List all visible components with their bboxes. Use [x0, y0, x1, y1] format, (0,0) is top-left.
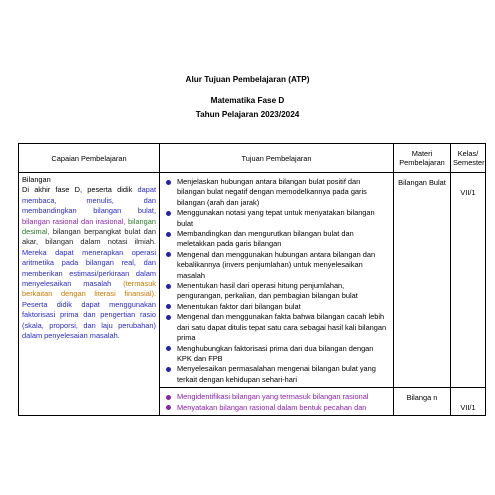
kelas-cell: VII/1: [451, 388, 486, 416]
capaian-pembelajaran-cell: [19, 173, 160, 416]
cp-text-2: dapat membaca, menulis, dan membandingkan bilangan bulat,: [22, 185, 156, 216]
list-item: Mengenal dan menggunakan fakta bahwa bilangan cacah lebih dari satu dapat ditulis tepat satu cara sebagai hasil kali bilangan prima: [177, 312, 390, 343]
tujuan-pembelajaran-cell: [160, 388, 394, 416]
list-item: Menggunakan notasi yang tepat untuk menyatakan bilangan bulat: [177, 208, 390, 229]
cp-text-6: Mereka dapat menerapkan operasi aritmetika pada bilangan real, dan memberikan estimasi/perkiraan dalam menyelesaikan masalah: [22, 247, 156, 289]
list-item: Mengenal dan menggunakan hubungan antara bilangan dan kebalikannya (invers penjumlahan) untuk menyelesaikan masalah: [177, 250, 390, 281]
header-materi-line2: Pembelajaran: [399, 158, 445, 167]
header-materi-line1: Materi: [411, 149, 433, 158]
list-item: Menjelaskan hubungan antara bilangan bulat positif dan bilangan bulat negatif dengan memodelkannya pada garis bilangan (arah dan jarak): [177, 177, 390, 208]
cp-text-7: (termasuk berkaitan dengan literasi finansial).: [22, 279, 156, 299]
cp-text-1: Di akhir fase D, peserta didik: [22, 185, 138, 195]
header-tujuan-pembelajaran: Tujuan Pembelajaran: [160, 144, 394, 173]
header-kelas-semester: [451, 144, 486, 173]
tujuan-pembelajaran-cell: [160, 173, 394, 388]
list-item: Membandingkan dan mengurutkan bilangan bulat dan meletakkan pada garis bilangan: [177, 229, 390, 250]
list-item: Mengidentifikasi bilangan yang termasuk bilangan rasional: [177, 392, 390, 402]
header-materi-pembelajaran: [394, 144, 451, 173]
document-subject: Matematika Fase D: [210, 96, 285, 105]
header-capaian-pembelajaran: Capaian Pembelajaran: [19, 144, 160, 173]
list-item: Menentukan hasil dari operasi hitung penjumlahan, pengurangan, perkalian, dan pembagian bilangan bulat: [177, 281, 390, 302]
document-year: Tahun Pelajaran 2023/2024: [195, 110, 300, 119]
cp-heading: Bilangan: [22, 175, 51, 184]
list-item: Menyelesaikan permasalahan mengenai bilangan bulat yang terkait dengan kehidupan sehari-hari: [177, 364, 390, 385]
kelas-cell: VII/1: [451, 173, 486, 388]
tp-list: [163, 177, 390, 385]
list-item: Menentukan faktor dari bilangan bulat: [177, 302, 390, 312]
header-kelas-line2: Semester: [453, 158, 485, 167]
list-item: Menyatakan bilangan rasional dalam bentuk pecahan dan: [177, 403, 390, 413]
table-header-row: [19, 144, 486, 173]
tp-list: [163, 392, 390, 413]
list-item: Menghubungkan faktorisasi prima dari dua bilangan dengan KPK dan FPB: [177, 344, 390, 365]
cp-text-5: bilangan berpangkat bulat dan akar, bilangan dalam notasi ilmiah.: [22, 227, 156, 247]
materi-cell: Bilanga n: [394, 388, 451, 416]
header-kelas-line1: Kelas/: [457, 149, 479, 158]
table-row: [19, 173, 486, 388]
atp-table: [18, 143, 486, 416]
document-title: Alur Tujuan Pembelajaran (ATP): [185, 75, 310, 84]
cp-text-3: bilangan rasional dan irasional,: [22, 216, 129, 226]
cp-text-8: Peserta didik dapat menggunakan faktorisasi prima dan pengertian rasio (skala, proporsi, dan laju perubahan) dalam penyelesaian masalah.: [22, 299, 156, 341]
materi-cell: Bilangan Bulat: [394, 173, 451, 388]
cp-text-4: bilangan desimal,: [22, 216, 156, 237]
